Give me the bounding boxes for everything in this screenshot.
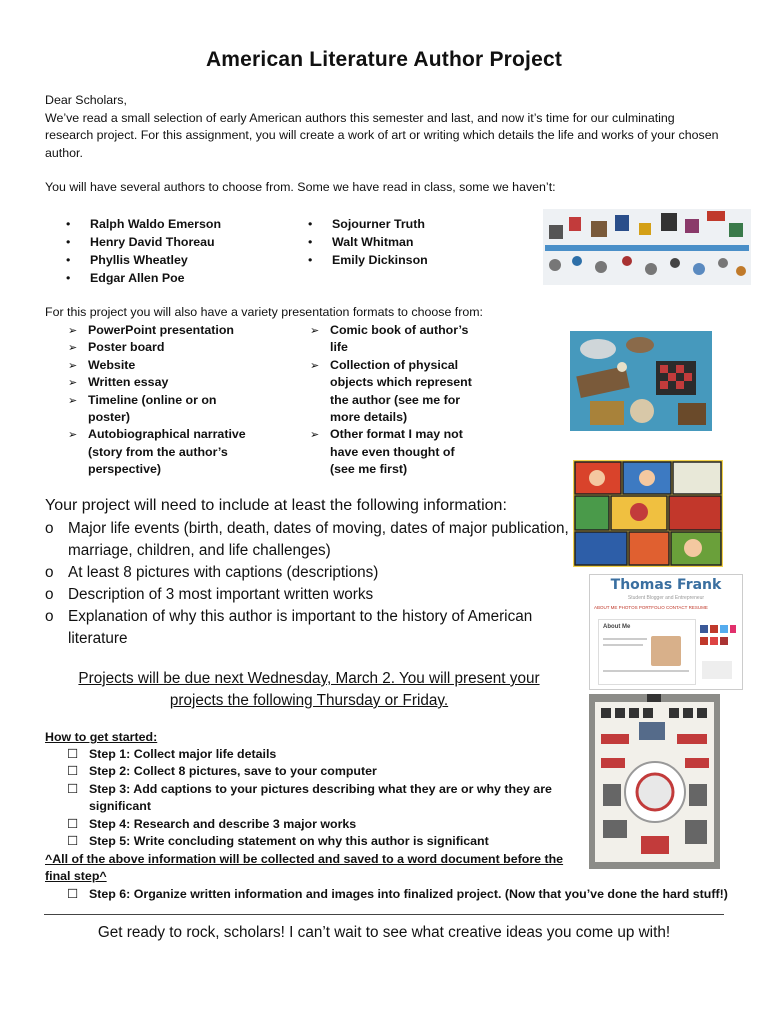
- final-step: [45, 886, 745, 903]
- social-icons: [700, 625, 736, 651]
- list-item: • Henry David Thoreau: [66, 235, 215, 249]
- collect-note: ^All of the above information will be collected and saved to a word document before the final step^: [45, 852, 564, 884]
- list-item: ➢ Timeline (online or on poster): [68, 392, 217, 425]
- info-list: [45, 518, 575, 650]
- about-box: [598, 619, 696, 685]
- website-tagline: Student Blogger and Entrepreneur: [627, 595, 705, 601]
- divider: [44, 914, 724, 915]
- closing-line: Get ready to rock, scholars! I can’t wait to see what creative ideas you come up with!: [97, 924, 671, 941]
- authors-list-right: [308, 215, 508, 269]
- list-item: ➢ Other format I may not have even thought of (see me first): [310, 427, 463, 477]
- text-line: [603, 644, 643, 646]
- list-item: o Explanation of why this author is important to the history of American literature: [45, 608, 533, 647]
- website-screenshot: [589, 574, 743, 690]
- list-item: ➢ Comic book of author’s life: [310, 323, 469, 355]
- list-item: ☐ Step 2: Collect 8 pictures, save to your computer: [67, 764, 377, 779]
- portrait-image: [651, 636, 681, 666]
- list-item: ➢ Written essay: [68, 375, 169, 390]
- poster-photo: [589, 694, 720, 869]
- formats-list-left: [68, 322, 258, 479]
- list-item: ☐ Step 1: Collect major life details: [67, 747, 277, 761]
- website-nav: ABOUT ME PHOTOS PORTFOLIO CONTACT RESUME: [594, 605, 708, 610]
- formats-list-right: [310, 322, 482, 479]
- authors-intro: You will have several authors to choose from. Some we have read in class, some we haven’t:: [45, 180, 556, 195]
- list-item: • Phyllis Wheatley: [66, 253, 188, 267]
- list-item: o At least 8 pictures with captions (descriptions): [45, 564, 379, 581]
- timeline-image: [543, 209, 751, 285]
- list-item: o Major life events (birth, death, dates of moving, dates of major publication, marriage, children, and life challenges): [45, 520, 569, 559]
- page-title: American Literature Author Project: [205, 48, 563, 71]
- list-item: ☐ Step 3: Add captions to your pictures describing what they are or why they are significant: [67, 781, 552, 814]
- text-line: [603, 638, 647, 640]
- about-heading: About Me: [603, 624, 631, 630]
- list-item: • Edgar Allen Poe: [66, 271, 185, 285]
- info-intro: Your project will need to include at least the following information:: [45, 497, 507, 514]
- due-date: Projects will be due next Wednesday, March 2. You will present your projects the following Thursday or Friday.: [78, 670, 540, 709]
- text-line: [603, 670, 689, 672]
- intro-section: [45, 92, 725, 197]
- list-item: ➢ Website: [68, 357, 136, 372]
- list-item: ➢ Poster board: [68, 340, 165, 355]
- list-item: • Ralph Waldo Emerson: [66, 217, 222, 231]
- steps-heading: How to get started:: [45, 730, 158, 744]
- steps-list: [45, 746, 555, 850]
- profile-thumb: [702, 661, 732, 679]
- website-brand: Thomas Frank: [610, 577, 722, 593]
- list-item: ➢ Collection of physical objects which represent the author (see me for more details): [310, 357, 472, 425]
- list-item: ☐ Step 4: Research and describe 3 major works: [67, 816, 357, 831]
- list-item: • Emily Dickinson: [308, 253, 428, 267]
- objects-photo: [570, 331, 712, 431]
- list-item: ☐ Step 5: Write concluding statement on why this author is significant: [67, 834, 489, 849]
- list-item: o Description of 3 most important written works: [45, 586, 374, 603]
- list-item: ➢ PowerPoint presentation: [68, 323, 234, 337]
- list-item: • Sojourner Truth: [308, 217, 425, 231]
- authors-list-left: [66, 215, 286, 287]
- comic-photo: [573, 460, 723, 567]
- list-item: ☐ Step 6: Organize written information and images into finalized project. (Now that you’ve done the hard stuff!): [67, 887, 728, 901]
- list-item: • Walt Whitman: [308, 235, 414, 249]
- formats-intro: For this project you will also have a variety presentation formats to choose from:: [45, 305, 483, 319]
- list-item: ➢ Autobiographical narrative (story from the author’s perspective): [68, 427, 246, 477]
- intro-paragraph: We’ve read a small selection of early American authors this semester and last, and now it’s time for our culminating research project. For this assignment, you will create a work of art or writing which details the life and works of your chosen author.: [45, 110, 719, 160]
- greeting: Dear Scholars,: [45, 93, 127, 107]
